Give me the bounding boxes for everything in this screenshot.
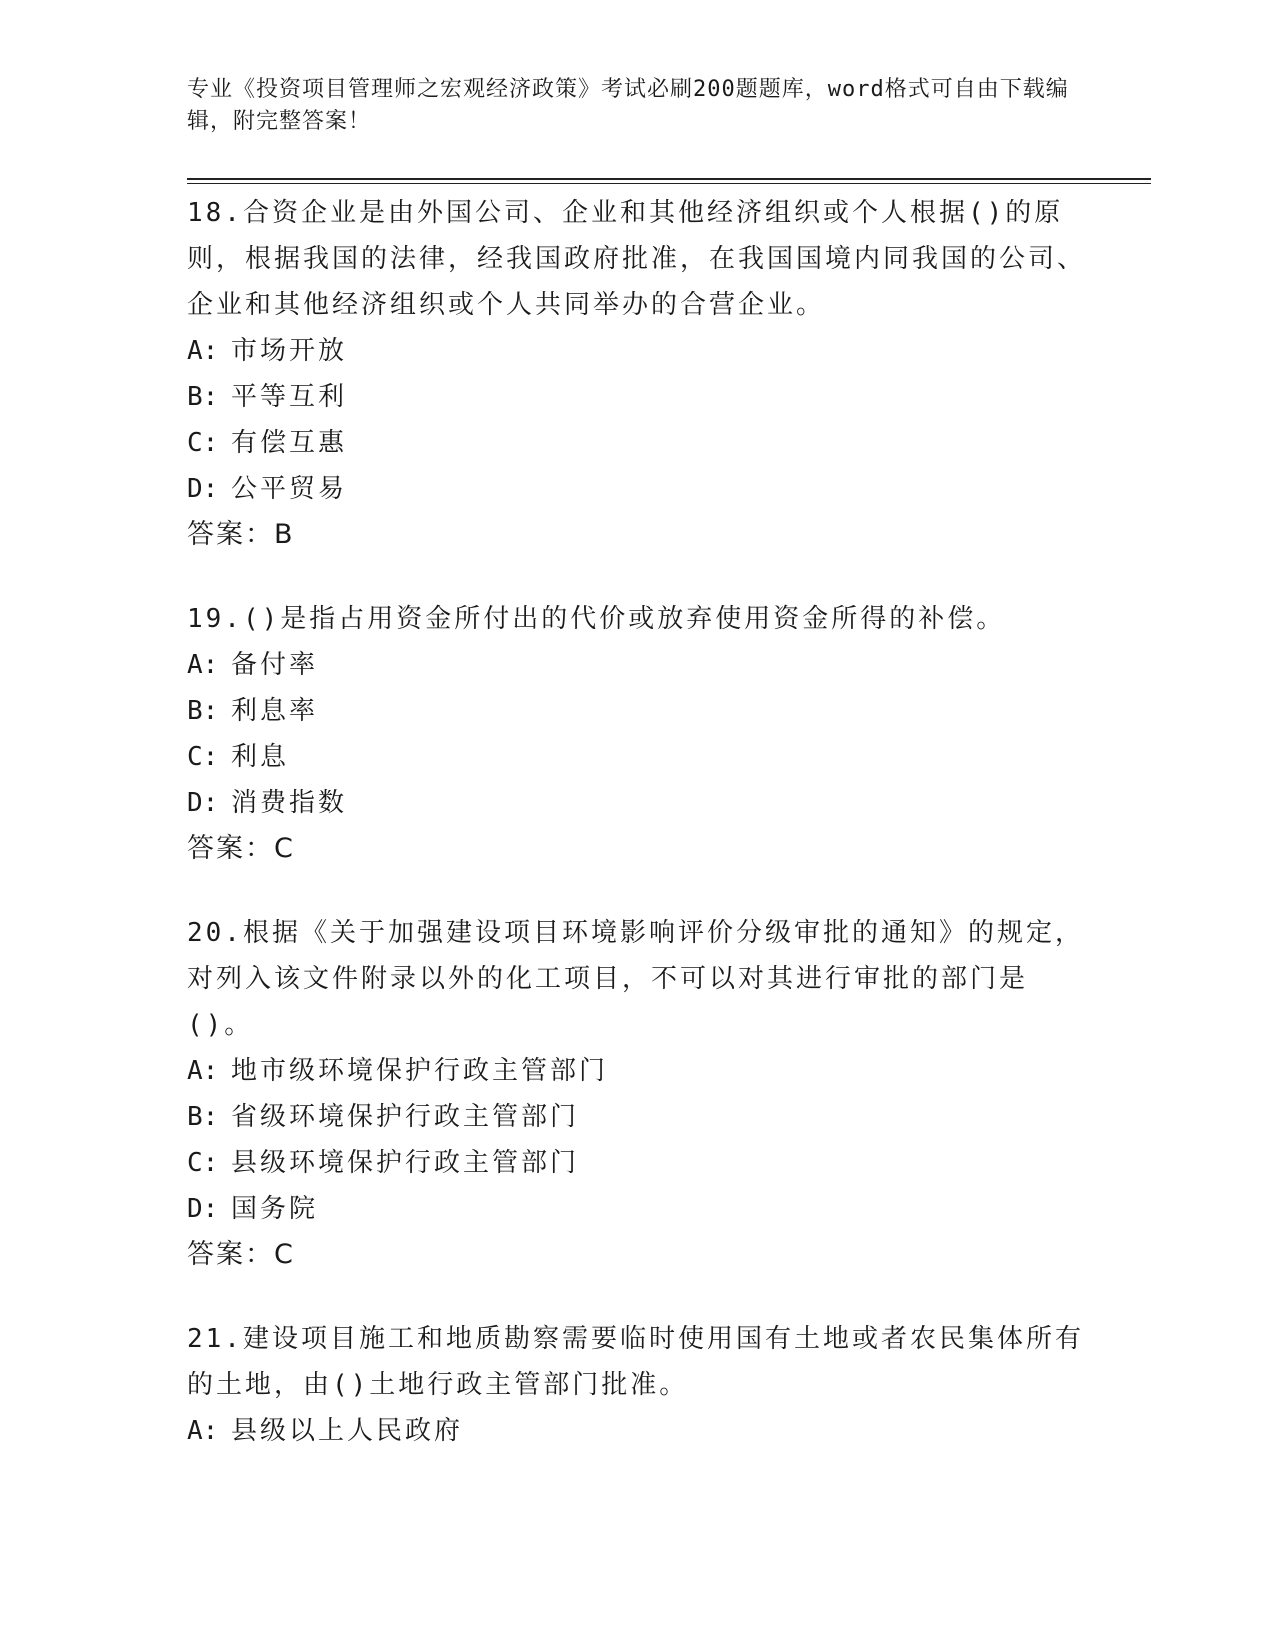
option-c [187, 1140, 1087, 1186]
header-rule-thick [187, 178, 1151, 180]
option-label: B: [187, 1102, 219, 1132]
option-b [187, 688, 1087, 734]
option-a [187, 642, 1087, 688]
option-a [187, 1408, 1087, 1454]
question-20 [187, 910, 1087, 1278]
option-b [187, 1094, 1087, 1140]
option-text: 地市级环境保护行政主管部门 [231, 1056, 609, 1086]
option-text: 利息 [231, 742, 290, 772]
option-text: 县级环境保护行政主管部门 [231, 1148, 580, 1178]
option-d [187, 1186, 1087, 1232]
question-19 [187, 596, 1087, 872]
question-21 [187, 1316, 1087, 1454]
option-text: 市场开放 [231, 336, 348, 366]
option-label: D: [187, 788, 219, 818]
question-text: 18.合资企业是由外国公司、企业和其他经济组织或个人根据()的原则，根据我国的法律，经我国政府批准，在我国国境内同我国的公司、企业和其他经济组织或个人共同举办的合营企业。 [187, 198, 1087, 320]
question-text: 21.建设项目施工和地质勘察需要临时使用国有土地或者农民集体所有的土地，由()土地行政主管部门批准。 [187, 1324, 1084, 1400]
option-d [187, 780, 1087, 826]
option-text: 县级以上人民政府 [231, 1416, 464, 1446]
answer-text: 答案：C [187, 1239, 295, 1270]
option-text: 省级环境保护行政主管部门 [231, 1102, 580, 1132]
document-header: 专业《投资项目管理师之宏观经济政策》考试必刷200题题库，word格式可自由下载编辑，附完整答案！ [187, 77, 1069, 134]
answer-text: 答案：C [187, 833, 295, 864]
option-c [187, 420, 1087, 466]
option-label: A: [187, 1056, 219, 1086]
option-b [187, 374, 1087, 420]
option-label: B: [187, 382, 219, 412]
question-text: 20.根据《关于加强建设项目环境影响评价分级审批的通知》的规定，对列入该文件附录以外的化工项目，不可以对其进行审批的部门是()。 [187, 918, 1084, 1040]
option-label: C: [187, 428, 219, 458]
option-a [187, 328, 1087, 374]
question-18 [187, 190, 1087, 558]
option-label: C: [187, 1148, 219, 1178]
option-label: B: [187, 696, 219, 726]
option-text: 有偿互惠 [231, 428, 348, 458]
option-c [187, 734, 1087, 780]
option-text: 平等互利 [231, 382, 348, 412]
option-label: C: [187, 742, 219, 772]
option-text: 公平贸易 [231, 474, 348, 504]
option-text: 备付率 [231, 650, 319, 680]
question-list [187, 190, 1087, 1492]
option-label: A: [187, 650, 219, 680]
question-text: 19.()是指占用资金所付出的代价或放弃使用资金所得的补偿。 [187, 604, 1006, 634]
answer-text: 答案：B [187, 519, 295, 550]
option-label: D: [187, 474, 219, 504]
option-label: A: [187, 1416, 219, 1446]
option-d [187, 466, 1087, 512]
option-label: D: [187, 1194, 219, 1224]
option-text: 消费指数 [231, 788, 348, 818]
header-rule-thin [187, 183, 1151, 184]
option-a [187, 1048, 1087, 1094]
option-text: 国务院 [231, 1194, 319, 1224]
option-label: A: [187, 336, 219, 366]
option-text: 利息率 [231, 696, 319, 726]
